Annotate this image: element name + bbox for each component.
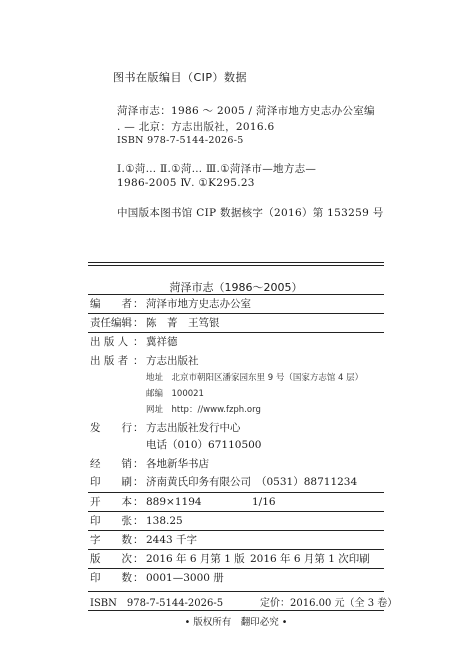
resp-editor-label: 责任编辑 [90, 317, 132, 329]
phone-value: 电话（010）67110500 [146, 439, 262, 451]
resp-editor-value: 陈 菁 王笃银 [146, 317, 220, 329]
row-rule [88, 332, 384, 333]
cip-line-6: 中国版本图书馆 CIP 数据核字（2016）第 153259 号 [117, 207, 384, 219]
colon: ： [133, 317, 144, 329]
publisher-person-value: 冀祥德 [146, 336, 178, 348]
editor-label: 编 者 [90, 298, 132, 310]
sheets-label: 印 张 [90, 515, 132, 527]
publisher-value: 方志出版社 [146, 355, 199, 367]
copies-label: 印 数 [90, 572, 132, 584]
row-rule [88, 549, 384, 550]
format-value: 889×1194 [146, 496, 202, 508]
cip-heading: 图书在版编目（CIP）数据 [113, 71, 248, 84]
colon: ： [133, 476, 144, 488]
address-value: 地址 北京市朝阳区潘家园东里 9 号（国家方志馆 4 层） [146, 373, 364, 383]
colon: ： [133, 515, 144, 527]
printer-value: 济南黄氏印务有限公司 [146, 476, 251, 488]
row-rule [88, 568, 384, 569]
cip-line-5: 1986-2005 Ⅳ. ①K295.23 [117, 177, 255, 189]
colon: ： [133, 355, 144, 367]
publisher-person-label: 出 版 人 [90, 336, 129, 348]
edition-label: 版 次 [90, 553, 132, 565]
top-rule-thin [88, 265, 384, 266]
footer-price: 定价：2016.00 元（全 3 卷） [260, 598, 398, 609]
format-label: 开 本 [90, 496, 132, 508]
colon: ： [133, 496, 144, 508]
printer-label: 印 刷 [90, 476, 132, 488]
colon: ： [133, 298, 144, 310]
edition-value: 2016 年 6 月第 1 版 [146, 553, 245, 565]
footer-rule-top [88, 591, 384, 592]
book-title: 菏泽市志（1986～2005） [169, 281, 303, 294]
footer-isbn: ISBN 978-7-5144-2026-5 [90, 598, 224, 609]
top-rule-thick [88, 262, 384, 263]
row-rule [88, 313, 384, 314]
distributor-value: 方志出版社发行中心 [146, 422, 241, 434]
website-value: 网址 http：//www.fzph.org [146, 405, 261, 415]
row-rule [88, 530, 384, 531]
editor-value: 菏泽市地方史志办公室 [146, 298, 251, 310]
cip-line-1: 菏泽市志：1986 ～ 2005 / 菏泽市地方史志办公室编 [117, 105, 375, 117]
sheets-value: 138.25 [146, 515, 183, 527]
colon: ： [133, 553, 144, 565]
distributor-label: 发 行 [90, 422, 132, 434]
colon: ： [133, 458, 144, 470]
postcode-value: 邮编 100021 [146, 389, 204, 399]
row-rule [88, 511, 384, 512]
colon: ： [133, 534, 144, 546]
cip-isbn: ISBN 978-7-5144-2026-5 [117, 135, 244, 146]
format-fraction: 1/16 [252, 496, 276, 508]
printing-value: 2016 年 6 月第 1 次印刷 [250, 553, 370, 565]
colon: ： [133, 336, 144, 348]
cip-line-2: . — 北京：方志出版社，2016.6 [117, 121, 275, 133]
colon: ： [133, 422, 144, 434]
seller-value: 各地新华书店 [146, 458, 209, 470]
footer-rule-bottom [88, 610, 384, 611]
colon: ： [133, 572, 144, 584]
seller-label: 经 销 [90, 458, 132, 470]
printer-phone: （0531）88711234 [256, 476, 358, 488]
cip-line-4: Ⅰ.①菏… Ⅱ.①菏… Ⅲ.①菏泽市—地方志— [117, 163, 317, 175]
publisher-label: 出 版 者 [90, 355, 129, 367]
words-label: 字 数 [90, 534, 132, 546]
words-value: 2443 千字 [146, 534, 198, 546]
title-rule [88, 294, 384, 295]
rights-notice: • 版权所有 翻印必究 • [184, 617, 288, 628]
copies-value: 0001—3000 册 [146, 572, 224, 584]
specs-rule-top [88, 492, 384, 493]
